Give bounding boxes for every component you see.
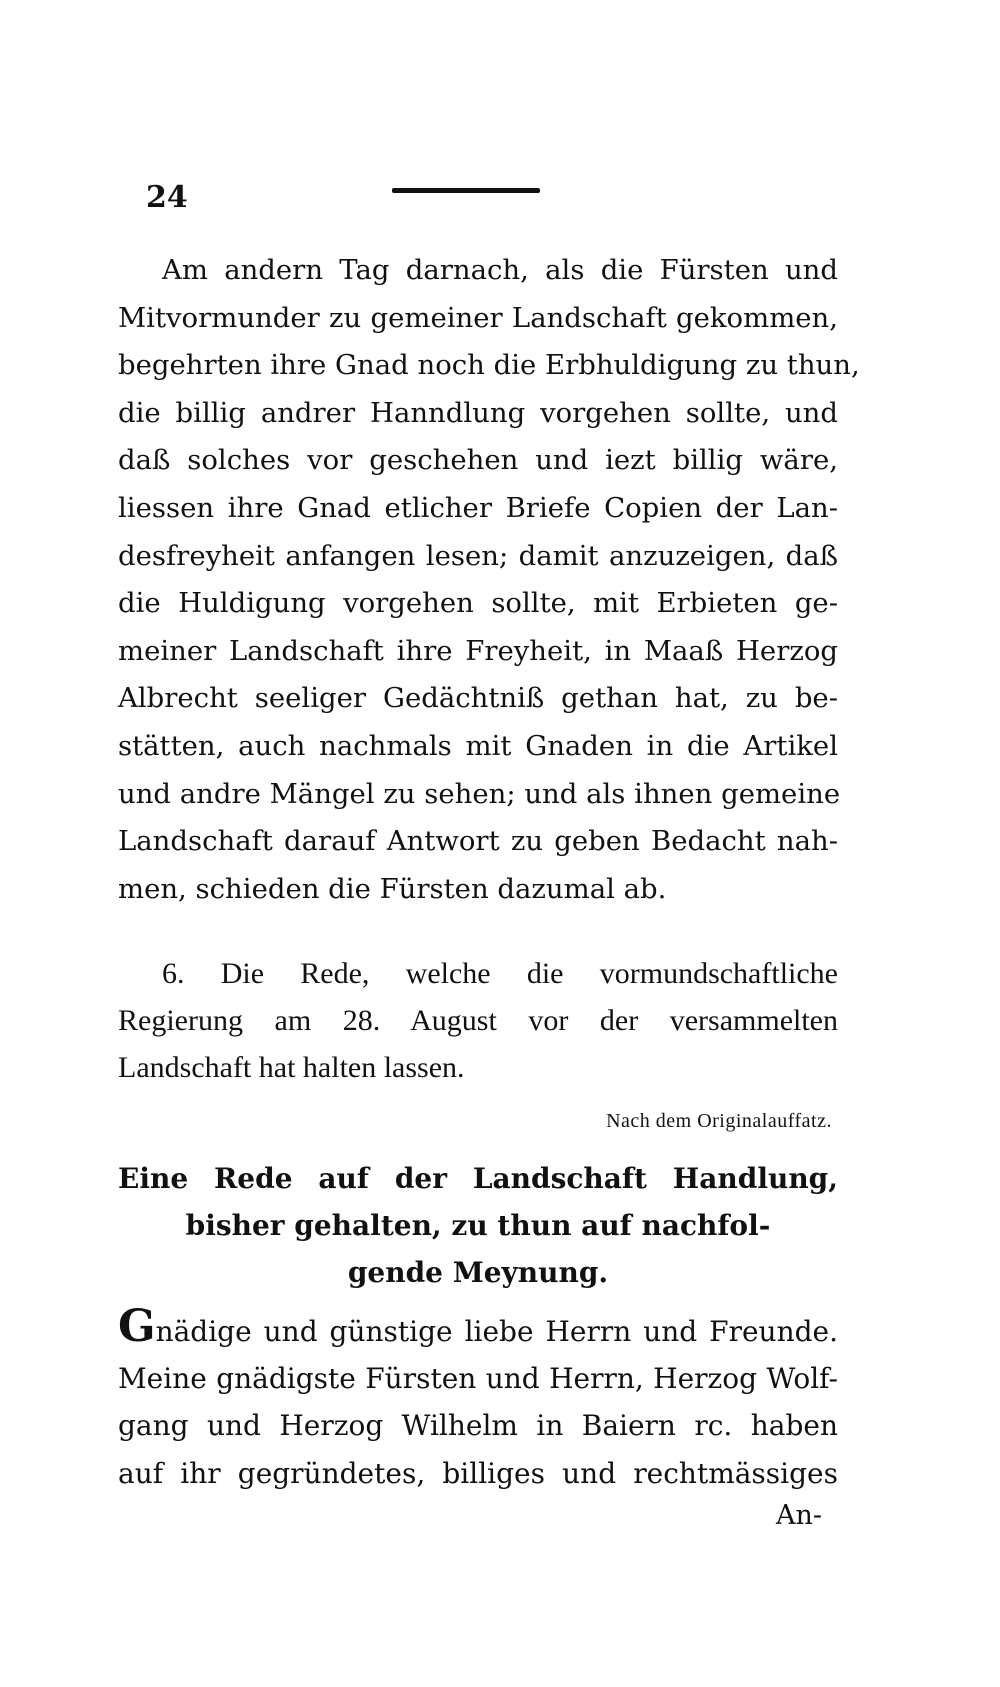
paragraph-line: und andre Mängel zu sehen; und als ihnen gemeine	[118, 777, 841, 810]
section-heading-line: 6. Die Rede, welche die vormundschaftliche	[162, 957, 838, 990]
paragraph-line: stätten, auch nachmals mit Gnaden in die Artikel	[118, 729, 838, 762]
speech-body-line: Meine gnädigste Fürsten und Herrn, Herzog Wolf-	[118, 1361, 838, 1395]
paragraph-line: Landschaft darauf Antwort zu geben Bedacht nah-	[118, 825, 838, 858]
paragraph-line: liessen ihre Gnad etlicher Briefe Copien der Lan-	[118, 491, 838, 524]
paragraph-1	[118, 247, 860, 913]
speech-body-line: nädige und günstige liebe Herrn und Freunde.	[155, 1315, 838, 1348]
drop-cap: G	[118, 1301, 156, 1352]
page-number: 24	[146, 180, 188, 215]
catchword: An-	[775, 1500, 822, 1531]
paragraph-line: men, schieden die Fürsten dazumal ab.	[118, 872, 667, 905]
speech-title-line: Eine Rede auf der Landschaft Handlung,	[118, 1162, 838, 1195]
section-heading-line: Regierung am 28. August vor der versammelten	[118, 1004, 838, 1037]
paragraph-line: meiner Landschaft ihre Freyheit, in Maaß Herzog	[118, 634, 838, 667]
speech-body-first-line	[118, 1301, 838, 1355]
speech-body	[118, 1301, 838, 1497]
paragraph-line: daß solches vor geschehen und iezt billig wäre,	[118, 444, 838, 477]
speech-body-line: gang und Herzog Wilhelm in Baiern rc. haben	[118, 1409, 838, 1442]
paragraph-line: Albrecht seeliger Gedächtniß gethan hat, zu be-	[118, 682, 838, 715]
paragraph-line: die Huldigung vorgehen sollte, mit Erbieten ge-	[118, 587, 838, 620]
speech-title-line: gende Meynung.	[347, 1256, 609, 1289]
speech-body-line: auf ihr gegründetes, billiges und rechtmässiges	[118, 1456, 838, 1490]
section-heading-line: Landschaft hat halten lassen.	[118, 1051, 465, 1084]
paragraph-line: die billig andrer Hanndlung vorgehen sollte, und	[118, 396, 838, 429]
paragraph-line: desfreyheit anfangen lesen; damit anzuzeigen, daß	[118, 539, 838, 572]
source-note: Nach dem Originalauffatz.	[606, 1110, 832, 1132]
paragraph-line: Mitvormunder zu gemeiner Landschaft gekommen,	[118, 301, 838, 334]
speech-title	[118, 1155, 838, 1296]
section-heading-6	[118, 950, 838, 1091]
paragraph-line: Am andern Tag darnach, als die Fürsten und	[162, 254, 838, 286]
paragraph-line: begehrten ihre Gnad noch die Erbhuldigung zu thun,	[118, 349, 860, 382]
header-rule	[392, 188, 540, 193]
speech-title-line: bisher gehalten, zu thun auf nachfol-	[185, 1209, 771, 1242]
